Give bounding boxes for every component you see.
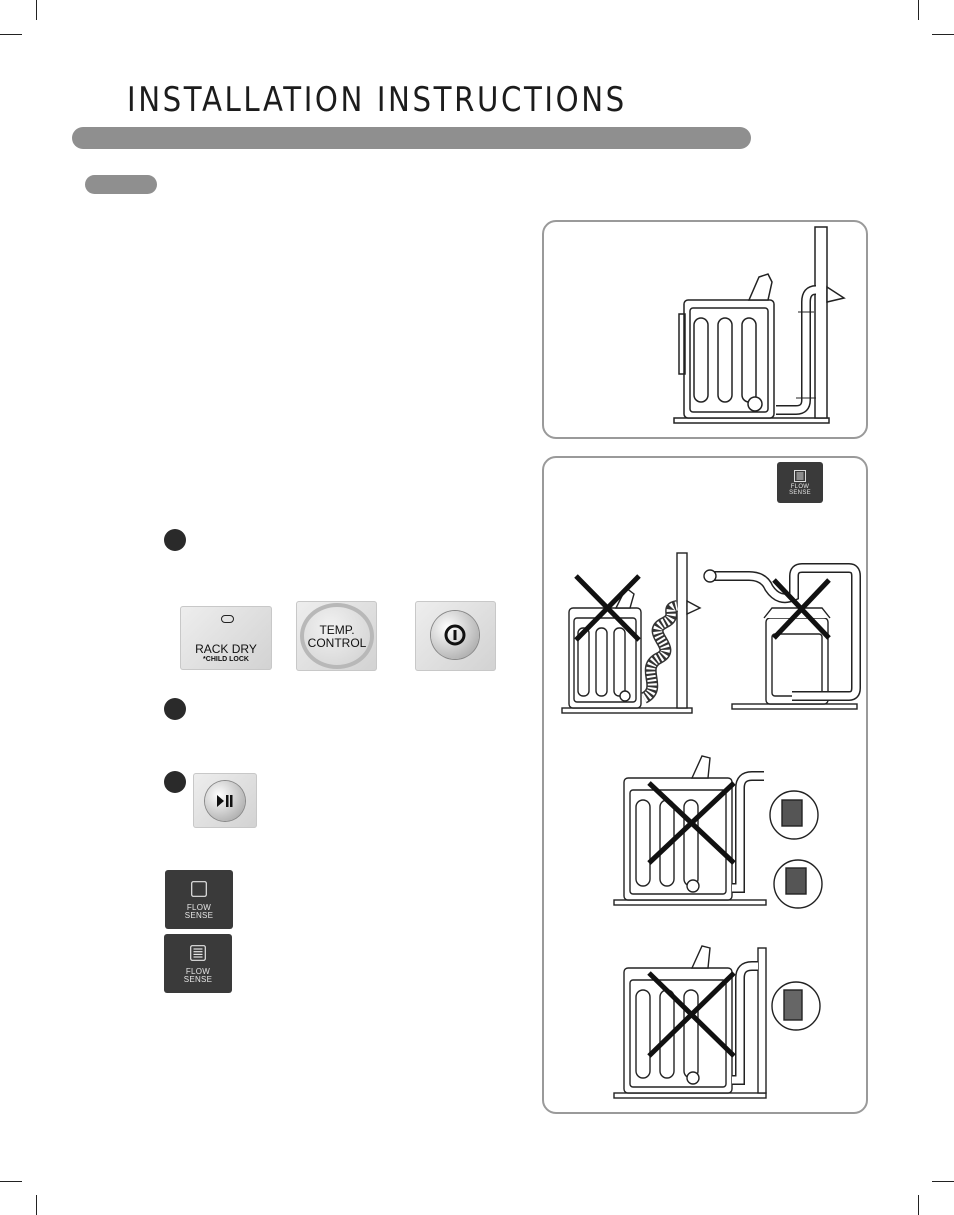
- rack-dry-label: RACK DRY: [195, 642, 257, 656]
- flow-sense-empty-icon: [191, 881, 207, 897]
- flow-sense-indicator-small: [777, 462, 823, 503]
- indicator-light: [221, 615, 234, 623]
- crop-mark: [0, 1181, 22, 1182]
- flow-sense-bars-icon: [190, 945, 206, 961]
- flow-sense-label-line2: SENSE: [789, 490, 811, 496]
- temp-control-button[interactable]: [296, 601, 377, 671]
- power-button[interactable]: [415, 601, 496, 671]
- figure-correct-installation: [542, 220, 868, 439]
- step-3-marker: [164, 771, 186, 793]
- flow-sense-label-line1: FLOW: [790, 484, 810, 490]
- flow-sense-label-line2: SENSE: [184, 911, 214, 920]
- section-pill: [85, 175, 157, 194]
- title-divider-bar: [72, 127, 751, 149]
- flow-sense-tile-empty: [165, 870, 233, 929]
- crop-mark: [918, 1195, 919, 1215]
- start-pause-knob: [205, 781, 245, 821]
- flow-sense-label-line1: FLOW: [185, 967, 211, 976]
- crop-mark: [0, 34, 22, 35]
- figure-incorrect-installations: [542, 456, 868, 1114]
- crop-mark: [36, 0, 37, 20]
- child-lock-label: *CHILD LOCK: [203, 656, 249, 663]
- crop-mark: [918, 0, 919, 20]
- step-1-marker: [164, 529, 186, 551]
- rack-dry-button[interactable]: [180, 606, 272, 670]
- power-icon: [443, 623, 467, 647]
- page-title: INSTALLATION INSTRUCTIONS: [127, 80, 627, 120]
- flow-sense-label-line1: FLOW: [186, 903, 212, 912]
- crop-mark: [932, 34, 954, 35]
- crop-mark: [932, 1181, 954, 1182]
- flow-sense-tile-full: [164, 934, 232, 993]
- temp-control-label-line1: TEMP.: [319, 623, 355, 637]
- crop-mark: [36, 1195, 37, 1215]
- step-2-marker: [164, 698, 186, 720]
- flow-sense-bars-icon: [794, 470, 806, 482]
- power-button-knob: [431, 611, 479, 659]
- incorrect-duct-illustrations: [544, 458, 866, 1112]
- temp-control-dial: [300, 603, 374, 669]
- start-pause-button[interactable]: [193, 773, 257, 828]
- play-pause-icon: [215, 793, 235, 809]
- flow-sense-label-line2: SENSE: [183, 975, 213, 984]
- temp-control-label-line2: CONTROL: [307, 636, 367, 650]
- dryer-correct-duct-illustration: [544, 222, 866, 437]
